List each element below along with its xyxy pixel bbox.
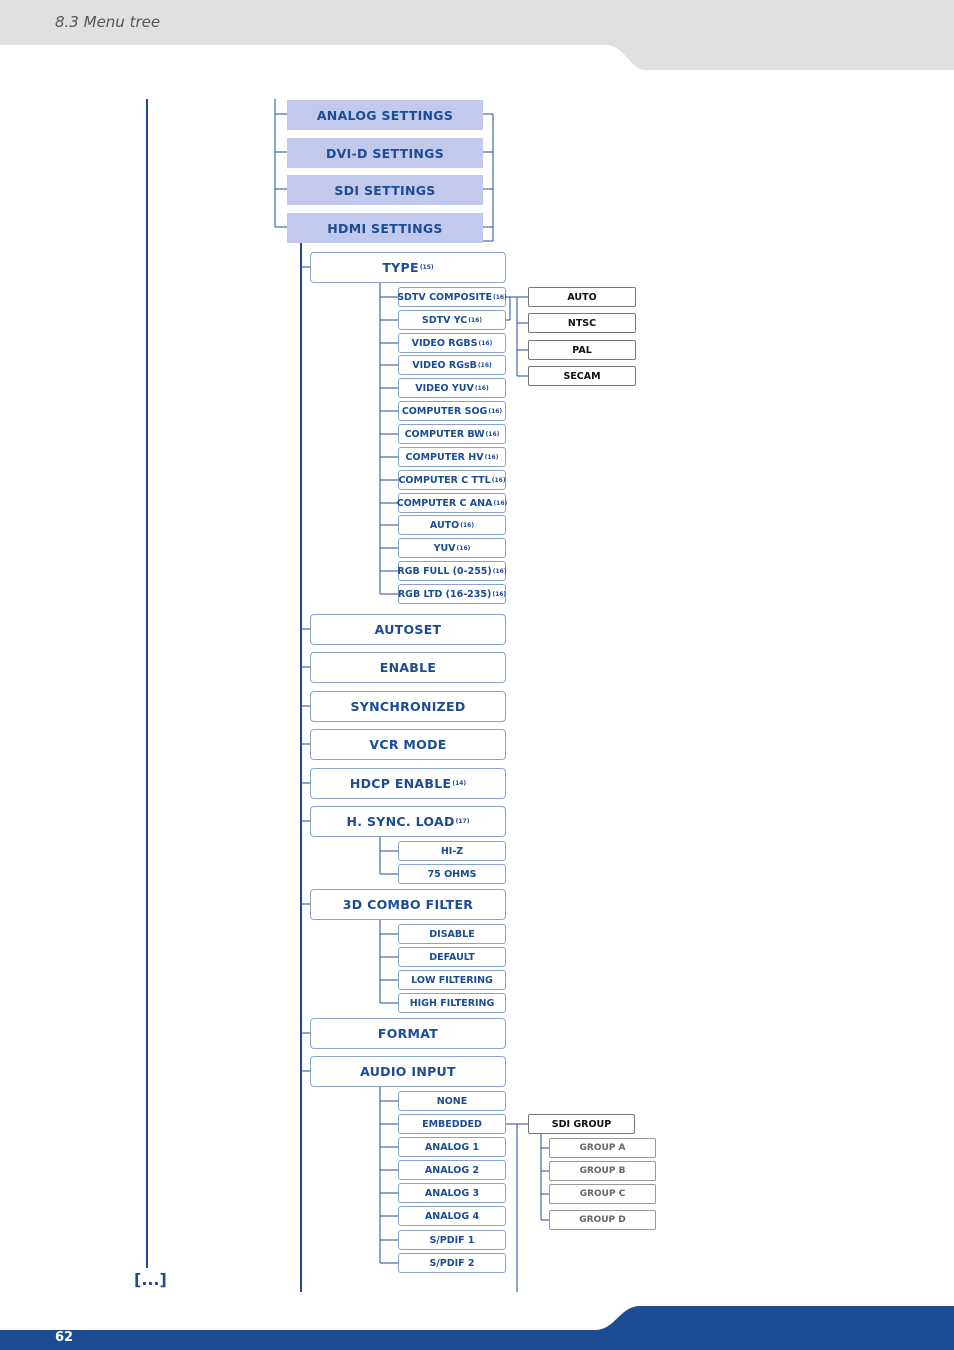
option-label: YUV [433, 542, 456, 554]
footnote-ref: (16) [478, 339, 493, 347]
option-default: DEFAULT [398, 947, 506, 967]
option-standard-ntsc: NTSC [528, 313, 636, 333]
menu-autoset: AUTOSET [310, 614, 506, 645]
option-standard-auto: AUTO [528, 287, 636, 307]
option-75-ohms: 75 OHMS [398, 864, 506, 884]
option-low-filtering: LOW FILTERING [398, 970, 506, 990]
option-video-rgsb [398, 355, 506, 375]
footnote-ref: (16) [491, 476, 506, 484]
option-analog-4: ANALOG 4 [398, 1206, 506, 1226]
section-title: 8.3 Menu tree [55, 13, 161, 31]
option-embedded: EMBEDDED [398, 1114, 506, 1134]
menu-dvi-d-settings: DVI-D SETTINGS [287, 138, 483, 168]
menu-hdcp-enable-label: HDCP ENABLE [349, 776, 452, 791]
menu-vcr-mode: VCR MODE [310, 729, 506, 760]
option-analog-2: ANALOG 2 [398, 1160, 506, 1180]
footnote-ref: (16) [484, 453, 499, 461]
option-group-a: GROUP A [549, 1138, 656, 1158]
option-sdtv-yc [398, 310, 506, 330]
option-label: COMPUTER HV [405, 451, 484, 463]
option-label: RGB FULL (0-255) [397, 565, 492, 577]
option-rgb-ltd [398, 584, 506, 604]
footnote-ref: (16) [493, 499, 508, 507]
menu-h-sync-load [310, 806, 506, 837]
option-video-yuv [398, 378, 506, 398]
option-computer-sog [398, 401, 506, 421]
menu-h-sync-load-label: H. SYNC. LOAD [346, 814, 455, 829]
option-analog-1: ANALOG 1 [398, 1137, 506, 1157]
footnote-ref: (14) [452, 780, 467, 787]
menu-enable: ENABLE [310, 652, 506, 683]
footnote-ref: (16) [492, 567, 507, 575]
option-label: AUTO [429, 519, 460, 531]
option-high-filtering: HIGH FILTERING [398, 993, 506, 1013]
option-group-d: GROUP D [549, 1210, 656, 1230]
option-rgb-full [398, 561, 506, 581]
menu-sdi-group: SDI GROUP [528, 1114, 635, 1134]
option-label: COMPUTER BW [404, 428, 485, 440]
footnote-ref: (16) [477, 361, 492, 369]
option-hi-z: HI-Z [398, 841, 506, 861]
option-group-b: GROUP B [549, 1161, 656, 1181]
option-label: SDTV YC [421, 314, 468, 326]
option-label: COMPUTER SOG [401, 405, 488, 417]
option-computer-bw [398, 424, 506, 444]
option-disable: DISABLE [398, 924, 506, 944]
option-group-c: GROUP C [549, 1184, 656, 1204]
option-spdif-2: S/PDIF 2 [398, 1253, 506, 1273]
option-sdtv-composite [398, 287, 506, 307]
option-spdif-1: S/PDIF 1 [398, 1230, 506, 1250]
footnote-ref: (17) [455, 818, 470, 825]
continuation-marker: [...] [134, 1270, 167, 1289]
menu-sdi-settings: SDI SETTINGS [287, 175, 483, 205]
menu-type [310, 252, 506, 283]
menu-hdmi-settings: HDMI SETTINGS [287, 213, 483, 243]
option-standard-secam: SECAM [528, 366, 636, 386]
footnote-ref: (15) [419, 264, 434, 271]
footnote-ref: (16) [474, 384, 489, 392]
menu-format: FORMAT [310, 1018, 506, 1049]
footnote-ref: (16) [488, 407, 503, 415]
option-none: NONE [398, 1091, 506, 1111]
option-label: VIDEO RGBS [411, 337, 478, 349]
option-label: COMPUTER C ANA [396, 497, 493, 509]
footnote-ref: (16) [468, 316, 483, 324]
option-yuv [398, 538, 506, 558]
page-number: 62 [55, 1330, 74, 1345]
footnote-ref: (16) [485, 430, 500, 438]
option-label: VIDEO YUV [415, 382, 474, 394]
option-label: VIDEO RGsB [412, 359, 477, 371]
menu-3d-combo-filter: 3D COMBO FILTER [310, 889, 506, 920]
option-analog-3: ANALOG 3 [398, 1183, 506, 1203]
menu-hdcp-enable [310, 768, 506, 799]
option-computer-c-ana [398, 493, 506, 513]
footnote-ref: (16) [492, 590, 507, 598]
option-label: COMPUTER C TTL [398, 474, 491, 486]
menu-synchronized: SYNCHRONIZED [310, 691, 506, 722]
option-standard-pal: PAL [528, 340, 636, 360]
option-label: RGB LTD (16-235) [397, 588, 492, 600]
option-video-rgbs [398, 333, 506, 353]
option-label: SDTV COMPOSITE [397, 291, 492, 303]
footnote-ref: (16) [460, 521, 475, 529]
menu-type-label: TYPE [382, 260, 419, 275]
menu-audio-input: AUDIO INPUT [310, 1056, 506, 1087]
footnote-ref: (16) [456, 544, 471, 552]
option-auto [398, 515, 506, 535]
option-computer-c-ttl [398, 470, 506, 490]
option-computer-hv [398, 447, 506, 467]
menu-analog-settings: ANALOG SETTINGS [287, 100, 483, 130]
footnote-ref: (16) [492, 293, 507, 301]
